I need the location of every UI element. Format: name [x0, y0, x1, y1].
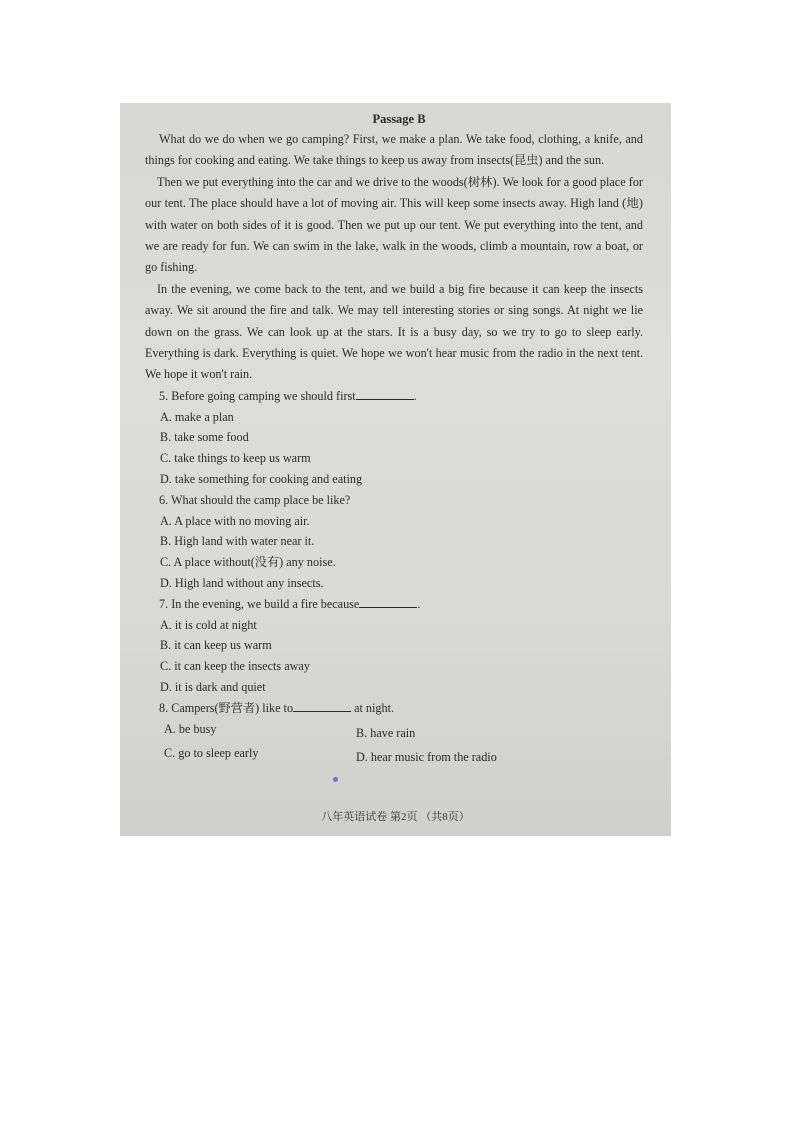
option-c: C. go to sleep early — [164, 746, 259, 761]
question-7 — [145, 594, 643, 698]
question-stem: 5. Before going camping we should first . — [159, 388, 417, 403]
option-c: C. A place without(没有) any noise. — [160, 555, 336, 570]
page-footer: 八年英语试卷 第2页 （共8页） — [321, 811, 470, 823]
answer-blank — [359, 595, 417, 608]
ink-dot — [333, 777, 338, 782]
options-row-2 — [145, 743, 643, 768]
option-a: A. be busy — [164, 721, 217, 736]
passage-title: Passage B — [372, 112, 426, 126]
paragraph-2: Then we put everything into the car and we drive to the woods(树林). We look for a good place for our tent. The place should have a lot of moving air. This will keep some insects away. High land (地) with water on both sides of it is good. Then we put up our tent. We put everything into the tent, and we are ready for fun. We can swim in the lake, walk in the woods, climb a mountain, row a boat, or go fishing. — [145, 174, 643, 275]
option-a: A. it is cold at night — [160, 617, 257, 632]
option-d: D. it is dark and quiet — [160, 680, 266, 695]
question-6 — [145, 490, 643, 594]
option-c: C. it can keep the insects away — [160, 659, 310, 674]
paragraph-3: In the evening, we come back to the tent, and we build a big fire because it can keep the insects away. We sit around the fire and talk. We may tell interesting stories or sing songs. At night we lie down on the grass. We can look up at the stars. It is a busy day, so we try to go to sleep early. Everything is dark. Everything is quiet. We hope we won't hear music from the radio in the next tent. We hope it won't rain. — [145, 281, 643, 382]
answer-blank — [293, 699, 351, 712]
option-b: B. High land with water near it. — [160, 534, 315, 549]
option-b: B. have rain — [356, 725, 416, 740]
option-d: D. take something for cooking and eating — [160, 472, 363, 487]
question-stem: 6. What should the camp place be like? — [159, 492, 351, 507]
answer-blank — [356, 387, 414, 400]
question-stem: 8. Campers(野营者) like to at night. — [159, 700, 395, 715]
option-a: A. make a plan — [160, 409, 234, 424]
question-8 — [145, 698, 643, 768]
option-b: B. it can keep us warm — [160, 638, 272, 653]
exam-page — [120, 103, 671, 836]
option-b: B. take some food — [160, 430, 249, 445]
question-5 — [145, 386, 643, 490]
option-a: A. A place with no moving air. — [160, 513, 310, 528]
option-c: C. take things to keep us warm — [160, 451, 311, 466]
options-row-1 — [145, 719, 643, 744]
option-d: D. High land without any insects. — [160, 576, 324, 591]
option-d: D. hear music from the radio — [356, 750, 497, 765]
question-stem: 7. In the evening, we build a fire because . — [159, 596, 421, 611]
paragraph-1: What do we do when we go camping? First, we make a plan. We take food, clothing, a knife, and things for cooking and eating. We take things to keep us away from insects(昆虫) and the sun. — [145, 132, 643, 168]
